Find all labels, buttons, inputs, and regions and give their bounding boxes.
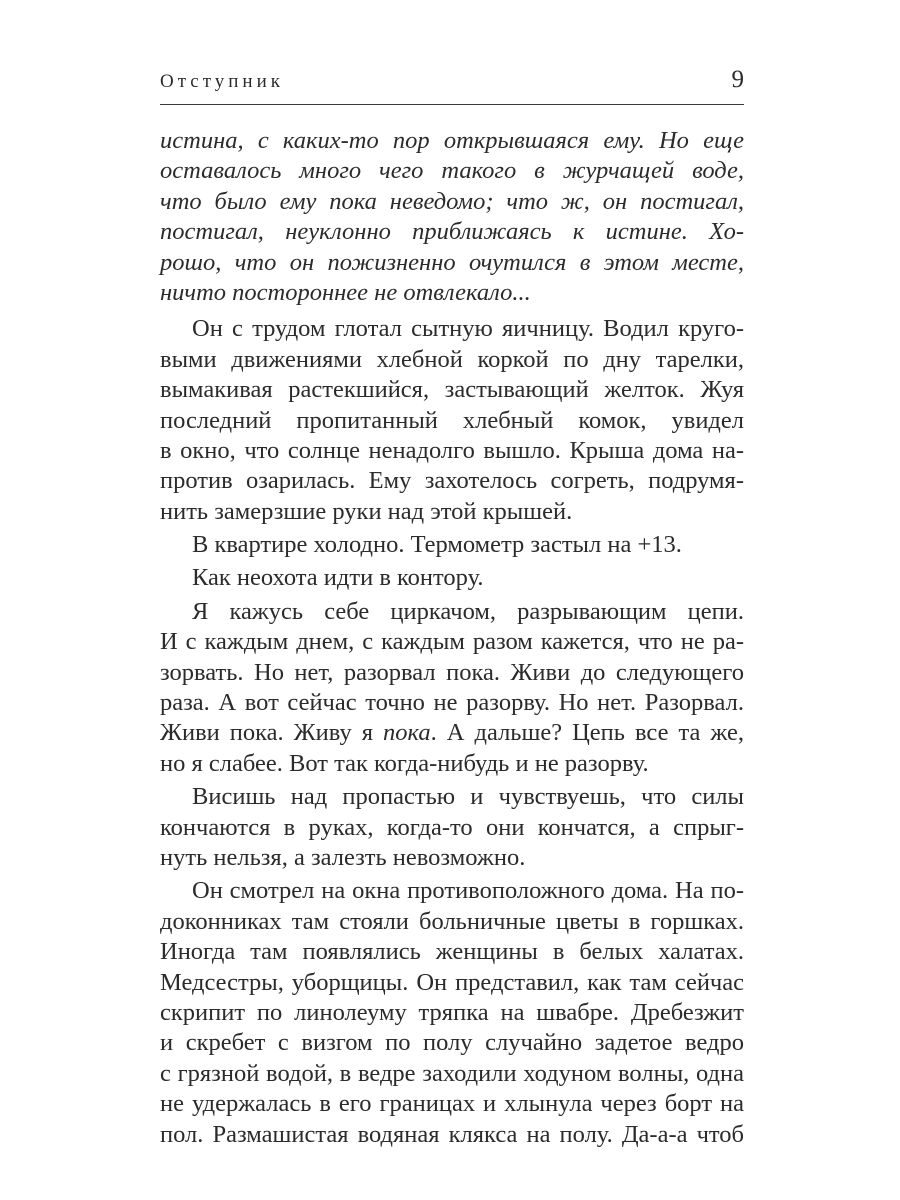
text-line: не удержалась в его границах и хлынула через борт на (160, 1090, 744, 1118)
paragraph (160, 314, 744, 527)
text-line: доконниках там стояли больничные цветы в горшках. (160, 907, 744, 935)
text-line: кончаются в руках, когда-то они кончатся, а спрыг- (160, 813, 744, 841)
paragraph (160, 782, 744, 873)
text-line: пол. Размашистая водяная клякса на полу. Да-а-а чтоб (160, 1120, 744, 1148)
text-line-mixed (160, 718, 744, 748)
text-line: выми движениями хлебной коркой по дну тарелки, (160, 345, 744, 373)
text-line: последний пропитанный хлебный комок, увидел (160, 406, 744, 434)
text-line: раза. А вот сейчас точно не разорву. Но нет. Разорвал. (160, 689, 744, 717)
text-line: ничто постороннее не отвлекало... (160, 278, 531, 306)
text-run: . А дальше? Цепь все та же, (430, 719, 744, 747)
paragraph-italic (160, 126, 744, 308)
text-line: зорвать. Но нет, разорвал пока. Живи до следующего (160, 658, 744, 686)
text-line: и скребет с визгом по полу случайно задетое ведро (160, 1029, 744, 1057)
page-number: 9 (731, 66, 744, 93)
text-line: Висишь над пропастью и чувствуешь, что силы (192, 783, 744, 811)
text-line: В квартире холодно. Термометр застыл на +13. (192, 531, 682, 559)
text-line: постигал, неуклонно приближаясь к истине. Хо- (160, 218, 744, 246)
text-line: нить замерзшие руки над этой крышей. (160, 497, 573, 525)
text-line: рошо, что он пожизненно очутился в этом месте, (160, 248, 744, 276)
paragraph (160, 563, 744, 593)
text-line: И с каждым днем, с каждым разом кажется, что не ра- (160, 628, 744, 656)
text-line: что было ему пока неведомо; что ж, он постигал, (160, 187, 744, 215)
text-line: но я слабее. Вот так когда-нибудь и не разорву. (160, 749, 649, 777)
text-line: нуть нельзя, а залезть невозможно. (160, 843, 526, 871)
paragraph (160, 597, 744, 779)
text-line: Как неохота идти в контору. (192, 564, 484, 592)
text-line: Иногда там появлялись женщины в белых халатах. (160, 938, 744, 966)
text-line: истина, с каких-то пор открывшаяся ему. Но еще (160, 127, 744, 154)
italic-word: пока (383, 719, 431, 747)
text-line: вымакивая растекшийся, застывающий желток. Жуя (160, 376, 744, 404)
text-line: Медсестры, уборщицы. Он представил, как там сейчас (160, 968, 744, 996)
running-head: Отступник (160, 71, 284, 92)
text-line: против озарилась. Ему захотелось согреть, подрумя- (160, 467, 744, 495)
text-line: скрипит по линолеуму тряпка на швабре. Дребезжит (160, 998, 744, 1026)
text-line: Он смотрел на окна противоположного дома. На по- (192, 877, 744, 905)
paragraph (160, 876, 744, 1150)
body-text (160, 126, 744, 1153)
text-line: Я кажусь себе циркачом, разрывающим цепи. (192, 597, 744, 625)
header-rule (160, 104, 744, 105)
paragraph (160, 530, 744, 560)
text-line: с грязной водой, в ведре заходили ходуном волны, одна (160, 1059, 744, 1087)
text-line: в окно, что солнце ненадолго вышло. Крыша дома на- (160, 436, 744, 464)
text-run: Живи пока. Живу я (160, 719, 384, 747)
text-line: оставалось много чего такого в журчащей воде, (160, 157, 744, 185)
page-header (160, 66, 744, 98)
text-line: Он с трудом глотал сытную яичницу. Водил круго- (192, 315, 744, 343)
